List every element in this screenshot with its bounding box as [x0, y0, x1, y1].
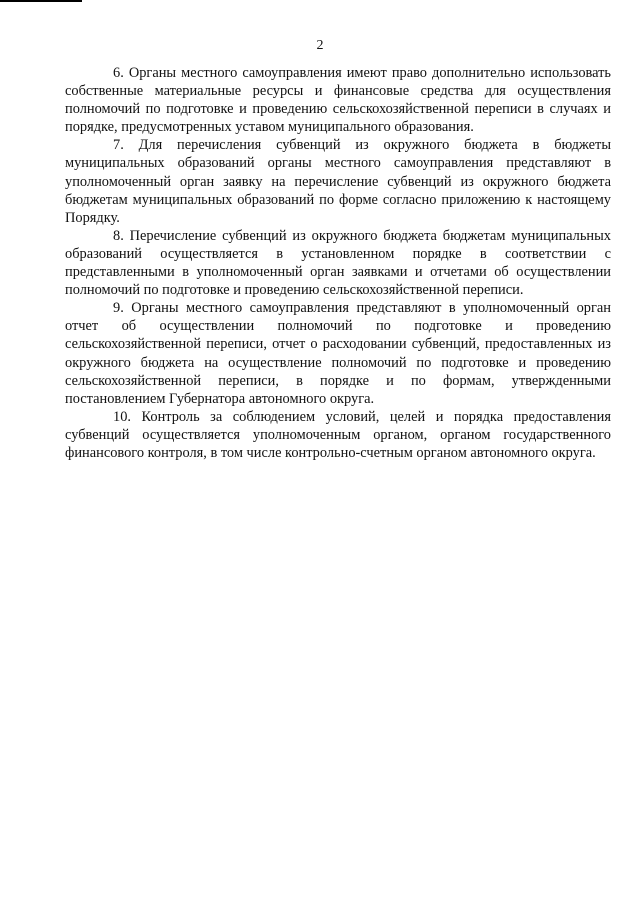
paragraph-7: 7. Для перечисления субвенций из окружного бюджета в бюджеты муниципальных образований органы местного самоуправления представляют в уполномоченный орган заявку на перечисление субвенций из окружного бюджета бюджетам муниципальных образований по форме согласно приложению к настоящему Порядку.: [65, 137, 611, 226]
top-rule: [0, 0, 82, 2]
paragraph-9: 9. Органы местного самоуправления представляют в уполномоченный орган отчет об осуществлении полномочий по подготовке и проведению сельскохозяйственной переписи, отчет о расходовании субвенций, предоставленных из окружного бюджета на осуществление полномочий по подготовке и проведению сельскохозяйственной переписи, в порядке и по формам, утвержденными постановлением Губернатора автономного округа.: [65, 300, 611, 407]
document-body: [65, 64, 611, 462]
paragraph-10: 10. Контроль за соблюдением условий, целей и порядка предоставления субвенций осуществляется уполномоченным органом, органом государственного финансового контроля, в том числе контрольно-счетным органом автономного округа.: [65, 408, 611, 461]
paragraph-8: 8. Перечисление субвенций из окружного бюджета бюджетам муниципальных образований осуществляется в установленном порядке в соответствии с представленными в уполномоченный орган заявками и отчетами об осуществлении полномочий по подготовке и проведению сельскохозяйственной переписи.: [65, 227, 611, 299]
paragraph-6: 6. Органы местного самоуправления имеют право дополнительно использовать собственные материальные ресурсы и финансовые средства для осуществления полномочий по подготовке и проведению сельскохозяйственной переписи в случаях и порядке, предусмотренных уставом муниципального образования.: [65, 65, 611, 136]
page-number: 2: [316, 38, 324, 53]
